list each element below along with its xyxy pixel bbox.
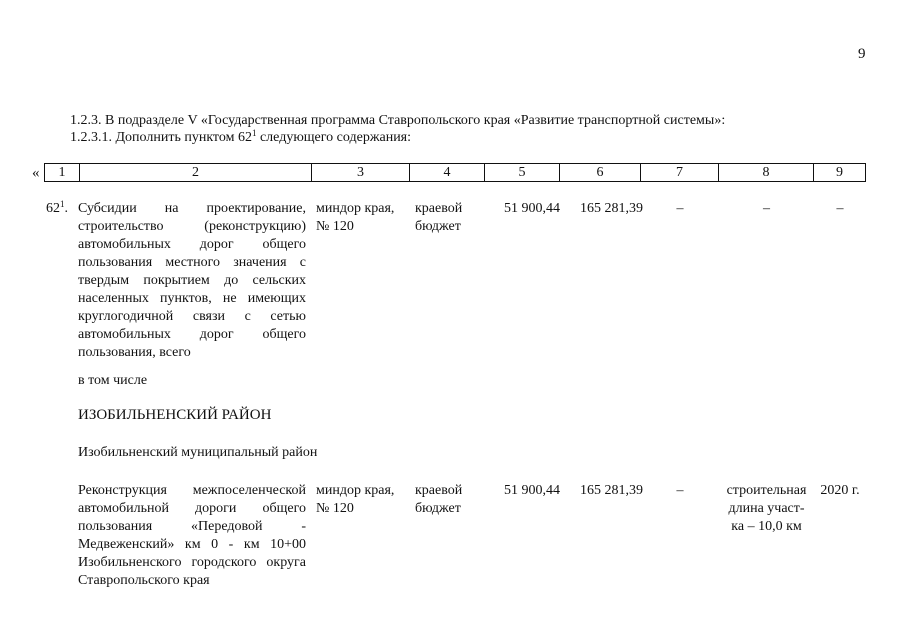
row-sub-description: Реконструкция межпоселенческой автомобильной дороги общего пользования «Передовой - Медвеженский» км 0 - км 10+00 Изобильненского городского округа Ставропольского края: [78, 483, 306, 588]
row-main-col9: –: [836, 201, 844, 216]
row-main-description: Субсидии на проектирование, строительство (реконструкцию) автомобильных дорог общего пользования местного значения с твердым покрытием до сельских населенных пунктов, не имеющих круглогодичной связи с сетью автомобильных дорог общего пользования, всего: [78, 201, 306, 360]
header-col-2: 2: [80, 163, 312, 182]
row-main-executor: миндор края, № 120: [316, 201, 395, 234]
row-number-sup: 1: [60, 199, 65, 209]
municipal-heading: Изобильненский муниципальный район: [78, 445, 318, 460]
row-sub-col7: –: [676, 483, 684, 498]
including-label: в том числе: [78, 373, 148, 388]
row-sub-col9: 2020 г.: [820, 483, 860, 498]
row-main-col8: –: [763, 201, 770, 216]
row-sub-col6: 165 281,39: [580, 483, 643, 498]
header-col-3: 3: [312, 163, 410, 182]
header-col-4: 4: [410, 163, 485, 182]
row-number-suffix: .: [64, 201, 68, 216]
row-sub-executor: миндор края, № 120: [316, 483, 395, 516]
row-number: [46, 200, 68, 218]
row-sub-col5: 51 900,44: [504, 483, 560, 498]
intro-line-2: [70, 129, 411, 147]
intro-line-2-suffix: следующего содержания:: [256, 130, 412, 145]
header-col-6: 6: [560, 163, 641, 182]
header-col-8: 8: [719, 163, 814, 182]
intro-line-1: 1.2.3. В подразделе V «Государственная программа Ставропольского края «Развитие транспортной системы»:: [70, 113, 726, 128]
intro-line-2-prefix: 1.2.3.1. Дополнить пунктом 62: [70, 130, 252, 145]
page-number: 9: [858, 46, 866, 62]
header-col-5: 5: [485, 163, 560, 182]
row-main-source: краевой бюджет: [415, 201, 463, 234]
row-sub-source: краевой бюджет: [415, 483, 463, 516]
row-number-value: 62: [46, 201, 60, 216]
table-open-quote: «: [32, 165, 40, 181]
header-col-9: 9: [814, 163, 866, 182]
row-main-col7: –: [676, 201, 684, 216]
district-heading: ИЗОБИЛЬНЕНСКИЙ РАЙОН: [78, 407, 272, 423]
row-main-col6: 165 281,39: [580, 201, 643, 216]
intro-line-2-sup: 1: [251, 128, 257, 138]
header-col-7: 7: [641, 163, 719, 182]
row-main-col5: 51 900,44: [504, 201, 560, 216]
row-sub-col8: строительная длина участ- ка – 10,0 км: [726, 483, 807, 534]
header-col-1: 1: [44, 163, 80, 182]
